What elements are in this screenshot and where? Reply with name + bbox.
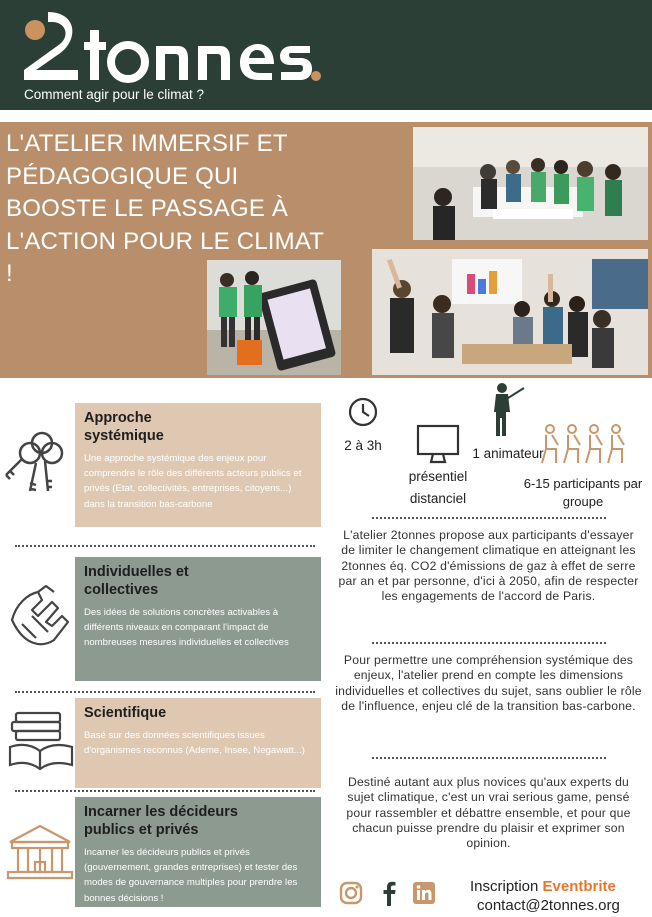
hero-title: L'ATELIER IMMERSIF ET PÉDAGOGIQUE QUI BOOSTE LE PASSAGE À L'ACTION POUR LE CLIMAT ! [6, 130, 324, 287]
feature-description: Incarner les décideurs publics et privés (gouvernement, grandes entreprises) et tester des modes de gouvernance multiples pour prendre les bonnes décisions ! [84, 847, 298, 904]
inscription-line[interactable] [470, 878, 616, 895]
participants-icon [538, 423, 628, 467]
format-distanciel: distanciel [409, 491, 467, 506]
building-icon [2, 818, 78, 888]
feature-description: Des idées de solutions concrètes activables à différents niveaux en comparant l'impact de nombreuses mesures individuelles et collectives [84, 607, 289, 649]
participants-block [518, 423, 648, 511]
paragraph-audience: Destiné autant aux plus novices qu'aux experts du sujet climatique, c'est un vrai serious game, pensé pour rassembler et débattre ensemble, et pour que chacun puisse prendre du plaisir et exprimer son opinion. [346, 775, 631, 851]
feature-card-decision-makers [75, 797, 321, 907]
divider [372, 757, 606, 759]
hands-icon [2, 580, 78, 650]
eventbrite-link[interactable]: Eventbrite [542, 878, 616, 895]
feature-description: Basé sur des données scientifiques issues d'organismes reconnus (Ademe, Insee, Negawatt...) [84, 730, 305, 757]
feature-title: Approche systémique [84, 410, 164, 444]
feature-card-systemic [75, 403, 321, 527]
linkedin-icon[interactable] [411, 880, 437, 906]
workshop-photo-hands-up [372, 249, 648, 375]
feature-card-individual-collective [75, 557, 321, 681]
divider [372, 517, 606, 519]
feature-card-scientific [75, 698, 321, 788]
clock-icon [347, 396, 379, 428]
facebook-icon[interactable] [376, 880, 402, 906]
divider [15, 790, 315, 792]
paragraph-intro: L'atelier 2tonnes propose aux participants d'essayer de limiter le changement climatique en atteignant les 2tonnes éq. CO2 d'émissions de gaz à effet de serre par an et par personne, d'ici à 2050, afin de respecter les engagements de l'accord de Paris. [338, 528, 639, 604]
inscription-label: Inscription [470, 878, 539, 895]
instagram-icon[interactable] [338, 880, 364, 906]
logo-graphic [22, 8, 322, 86]
monitor-icon [415, 423, 461, 467]
workshop-photo-screen [207, 260, 341, 375]
header [0, 0, 652, 110]
tagline: Comment agir pour le climat ? [24, 87, 205, 102]
feature-title: Incarner les décideurs publics et privés [84, 804, 238, 838]
feature-title: Individuelles et collectives [84, 564, 189, 598]
social-links [338, 880, 448, 910]
duration-block [340, 396, 386, 456]
divider [372, 642, 606, 644]
logo-2tonnes [22, 8, 322, 86]
feature-description: Une approche systémique des enjeux pour comprendre le rôle des différents acteurs publics et privés (Etat, collectivités, entreprises, citoyens...) dans la transition bas-carbone [84, 453, 302, 510]
feature-title: Scientifique [84, 705, 167, 721]
books-icon [2, 703, 78, 773]
duration-text: 2 à 3h [344, 438, 382, 453]
paragraph-systemic: Pour permettre une compréhension systémique des enjeux, l'atelier prend en compte les dimensions individuelles et collectives du sujet, sans oublier le rôle de l'influence, enjeu clé de la transition bas-carbone. [335, 653, 642, 713]
facilitator-text: 1 animateur [472, 446, 544, 461]
divider [15, 691, 315, 693]
format-presentiel: présentiel [408, 469, 468, 484]
divider [15, 545, 315, 547]
hero-banner [0, 122, 652, 378]
contact-email[interactable]: contact@2tonnes.org [477, 897, 620, 914]
workshop-photo-group [413, 127, 648, 240]
keys-icon [0, 425, 76, 495]
participants-text: 6-15 participants par groupe [523, 476, 643, 509]
